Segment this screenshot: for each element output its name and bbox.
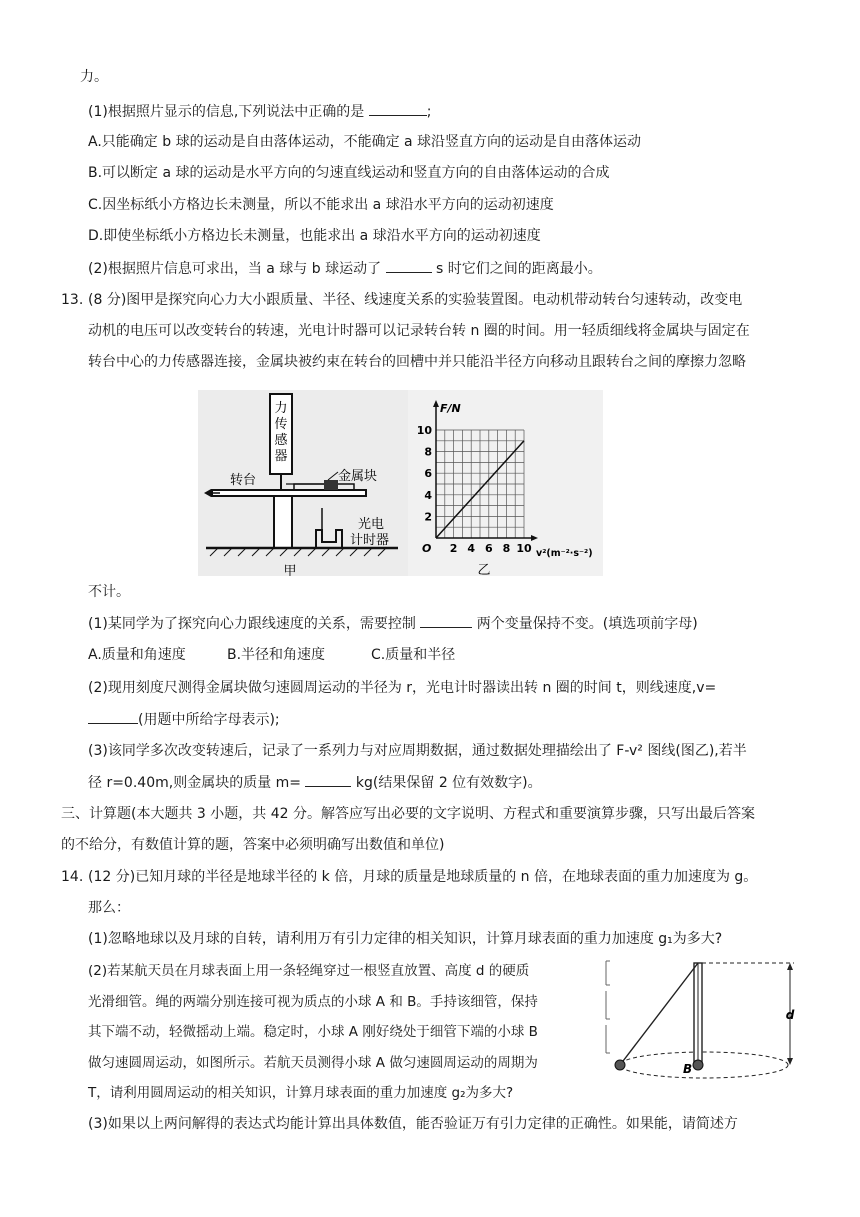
block-leader xyxy=(328,472,338,480)
d-arrowhead-top xyxy=(787,963,793,970)
x-tick-label: 4 xyxy=(467,542,476,555)
sensor-label-3: 感 xyxy=(274,433,288,448)
q12-option-c: C.因坐标纸小方格边长未测量，所以不能求出 a 球沿水平方向的运动初速度 xyxy=(88,197,554,213)
q13-part3-text-a: 径 r=0.40m,则金属块的质量 m= xyxy=(88,775,302,791)
q13-part1-option-a: A.质量和角速度 xyxy=(88,647,186,663)
q13-part1-blank xyxy=(420,613,472,628)
q14-part1: (1)忽略地球以及月球的自转，请利用万有引力定律的相关知识，计算月球表面的重力加速度 g₁为多大? xyxy=(88,931,723,947)
q13-part3-text-b: kg(结果保留 2 位有效数字)。 xyxy=(355,775,542,791)
q12-part2 xyxy=(88,258,602,279)
x-tick-label: 2 xyxy=(449,542,458,555)
ball-b xyxy=(693,1060,703,1070)
graph-caption: 乙 xyxy=(477,563,491,576)
rope xyxy=(620,963,698,1065)
turntable-arrowhead xyxy=(204,489,211,497)
q13-part1-option-b: B.半径和角速度 xyxy=(227,647,326,663)
q14-part2-line3: 其下端不动，轻微摇动上端。稳定时，小球 A 刚好绕处于细管下端的小球 B xyxy=(88,1024,538,1040)
label-d: d xyxy=(785,1008,795,1022)
text-continuation: 力。 xyxy=(80,69,108,85)
orbit-ellipse xyxy=(620,1052,788,1078)
spindle xyxy=(274,496,292,548)
apparatus-svg xyxy=(198,390,408,576)
graph-svg xyxy=(408,390,603,576)
q14-stem-line2: 那么： xyxy=(88,900,130,916)
q12-part1 xyxy=(88,101,431,122)
sensor-label-4: 器 xyxy=(274,449,288,464)
block-label: 金属块 xyxy=(338,469,378,484)
label-b: B xyxy=(683,1062,693,1076)
q12-part2-text-a: (2)根据照片信息可求出，当 a 球与 b 球运动了 xyxy=(88,261,382,277)
q13-part3-line2 xyxy=(88,772,542,793)
q14-stem-line1: (12 分)已知月球的半径是地球半径的 k 倍，月球的质量是地球质量的 n 倍，在地球表面的重力加速度为 g。 xyxy=(88,869,758,885)
y-tick-label: 10 xyxy=(416,424,432,437)
q13-stem-line1: (8 分)图甲是探究向心力大小跟质量、半径、线速度关系的实验装置图。电动机带动转台匀速转动，改变电 xyxy=(88,292,743,308)
q12-part2-text-b: s 时它们之间的距离最小。 xyxy=(436,261,602,277)
q13-part1 xyxy=(88,613,698,634)
x-axis-arrow xyxy=(531,535,538,541)
q12-option-d: D.即使坐标纸小方格边长未测量，也能求出 a 球沿水平方向的运动初速度 xyxy=(88,228,541,244)
metal-block xyxy=(324,480,338,490)
timer-label-1: 光电 xyxy=(358,517,385,532)
x-axis-label: v²(m⁻²·s⁻²) xyxy=(536,548,593,559)
q13-part2-text: (用题中所给字母表示); xyxy=(138,712,280,728)
q13-stem-line2: 动机的电压可以改变转台的转速，光电计时器可以记录转台转 n 圈的时间。用一轻质细线将金属块与固定在 xyxy=(88,323,750,339)
sensor-label-1: 力 xyxy=(274,401,288,416)
apparatus-caption: 甲 xyxy=(283,564,297,576)
x-tick-label: 6 xyxy=(484,542,493,555)
y-tick-label: 2 xyxy=(424,510,432,524)
q13-part3-line1: (3)该同学多次改变转速后，记录了一系列力与对应周期数据，通过数据处理描绘出了 F-v² 图线(图乙),若半 xyxy=(88,743,747,759)
q13-part3-blank xyxy=(305,772,351,787)
timer-label-2: 计时器 xyxy=(350,533,390,548)
y-axis-arrow xyxy=(433,400,439,407)
q14-part2-line5: T，请利用圆周运动的相关知识，计算月球表面的重力加速度 g₂为多大? xyxy=(88,1085,514,1101)
q12-part1-end: ; xyxy=(426,104,432,120)
q13-stem-line3: 转台中心的力传感器连接，金属块被约束在转台的回槽中并只能沿半径方向移动且跟转台之间的摩擦力忽略 xyxy=(88,354,746,370)
q14-part2-line2: 光滑细管。绳的两端分别连接可视为质点的小球 A 和 B。手持该细管，保持 xyxy=(88,994,538,1010)
figure-apparatus xyxy=(198,390,408,576)
x-tick-label: 8 xyxy=(502,542,511,555)
q12-part2-blank xyxy=(386,258,432,273)
q14-part3: (3)如果以上两问解得的表达式均能计算出具体数值，能否验证万有引力定律的正确性。如果能，请简述方 xyxy=(88,1116,738,1132)
tube-svg xyxy=(604,957,814,1087)
figure-tube xyxy=(604,957,814,1087)
section3-heading-line1: 三、计算题(本大题共 3 小题，共 42 分。解答应写出必要的文字说明、方程式和重要演算步骤，只写出最后答案 xyxy=(61,806,755,822)
x-tick-label: 10 xyxy=(516,542,532,555)
turntable-label: 转台 xyxy=(230,473,257,488)
q14-part2-line1: (2)若某航天员在月球表面上用一条轻绳穿过一根竖直放置、高度 d 的硬质 xyxy=(88,963,530,979)
q13-part1-text-a: (1)某同学为了探究向心力跟线速度的关系，需要控制 xyxy=(88,616,416,632)
y-axis-label: F/N xyxy=(440,402,461,415)
q12-part1-text: (1)根据照片显示的信息,下列说法中正确的是 xyxy=(88,104,365,120)
q13-stem-line4: 不计。 xyxy=(88,584,130,600)
q13-part1-option-c: C.质量和半径 xyxy=(371,647,456,663)
q12-option-b: B.可以断定 a 球的运动是水平方向的匀速直线运动和竖直方向的自由落体运动的合成 xyxy=(88,165,610,181)
origin-label: O xyxy=(422,542,432,555)
bracket-marks xyxy=(606,961,610,1053)
y-tick-label: 6 xyxy=(424,467,432,481)
q13-part2-line2 xyxy=(88,709,280,730)
q13-part2-blank xyxy=(88,709,138,724)
q13-part1-text-b: 两个变量保持不变。(填选项前字母) xyxy=(476,616,698,632)
ball-a xyxy=(615,1060,625,1070)
q13-number: 13. xyxy=(61,292,84,308)
y-tick-label: 8 xyxy=(424,445,432,459)
q14-part2-line4: 做匀速圆周运动，如图所示。若航天员测得小球 A 做匀速圆周运动的周期为 xyxy=(88,1055,538,1071)
section3-heading-line2: 的不给分，有数值计算的题，答案中必须明确写出数值和单位) xyxy=(61,837,445,853)
q12-part1-blank xyxy=(369,101,427,116)
q14-number: 14. xyxy=(61,869,84,885)
sensor-label-2: 传 xyxy=(274,417,288,432)
photo-timer xyxy=(316,530,342,548)
figure-graph xyxy=(408,390,603,576)
y-tick-label: 4 xyxy=(424,488,432,502)
q13-part2-line1: (2)现用刻度尺测得金属块做匀速圆周运动的半径为 r，光电计时器读出转 n 圈的时间 t，则线速度,v= xyxy=(88,680,717,696)
q12-option-a: A.只能确定 b 球的运动是自由落体运动，不能确定 a 球沿竖直方向的运动是自由落体运动 xyxy=(88,134,642,150)
